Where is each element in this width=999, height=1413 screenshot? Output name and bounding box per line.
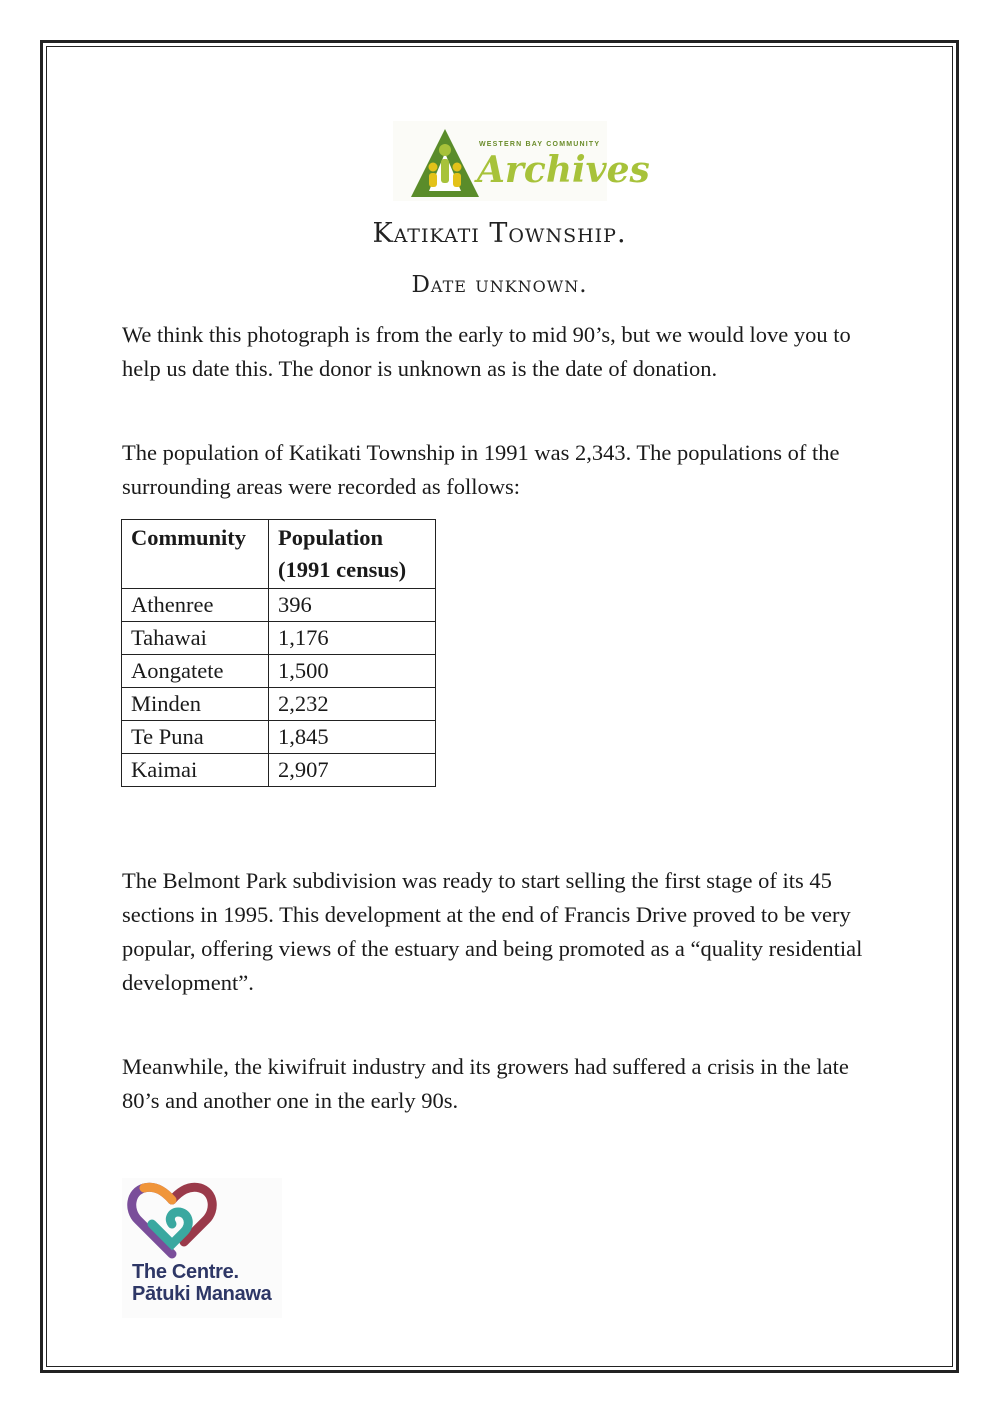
community-cell: Kaimai [122,754,269,787]
archives-logo-small-text: WESTERN BAY COMMUNITY [479,141,601,148]
belmont-park-paragraph: The Belmont Park subdivision was ready to start selling the first stage of its 45 sections in 1995. This development at the end of Francis Drive proved to be very popular, offering views of the estuary and being promoted as a “quality residential development”. [122,868,863,995]
column-header-community: Community [122,520,269,589]
heart-icon [122,1180,222,1260]
page-title: Katikati Township. [372,218,627,249]
population-cell: 1,845 [269,721,436,754]
page-subtitle: Date unknown. [411,272,588,298]
community-cell: Tahawai [122,622,269,655]
table-header-row [122,520,436,589]
archives-logo [393,121,650,201]
community-cell: Te Puna [122,721,269,754]
archives-triangle-icon [405,123,485,203]
community-cell: Aongatete [122,655,269,688]
table-row [122,754,436,787]
population-cell: 1,176 [269,622,436,655]
table-row [122,688,436,721]
the-centre-logo-line2: Pātuki Manawa [132,1283,272,1305]
column-header-population: Population (1991 census) [269,520,436,589]
population-cell: 396 [269,589,436,622]
population-cell: 2,232 [269,688,436,721]
table-row [122,721,436,754]
kiwifruit-paragraph: Meanwhile, the kiwifruit industry and its growers had suffered a crisis in the late 80’s and another one in the early 90s. [122,1054,849,1113]
table-row [122,655,436,688]
table-row [122,589,436,622]
population-cell: 1,500 [269,655,436,688]
population-table [121,519,436,787]
population-cell: 2,907 [269,754,436,787]
the-centre-logo [122,1178,282,1318]
community-cell: Minden [122,688,269,721]
intro-paragraph: We think this photograph is from the early to mid 90’s, but we would love you to help us date this. The donor is unknown as is the date of donation. [122,322,851,381]
archives-logo-wordmark: Archives [477,149,650,191]
population-paragraph: The population of Katikati Township in 1991 was 2,343. The populations of the surrounding areas were recorded as follows: [122,440,840,499]
table-row [122,622,436,655]
the-centre-logo-line1: The Centre. [132,1261,239,1283]
community-cell: Athenree [122,589,269,622]
